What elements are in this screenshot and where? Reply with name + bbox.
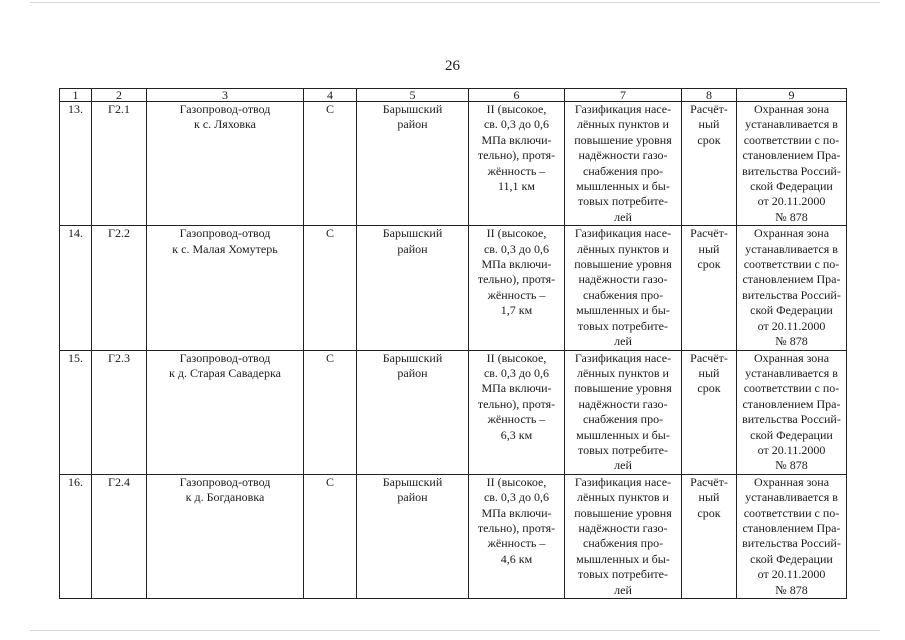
protection-zone-line: устанавливается в: [745, 365, 838, 380]
protection-zone-line: становлением Пра-: [742, 272, 841, 287]
district-line: район: [397, 490, 428, 505]
object-name-line: к д. Старая Савадерка: [169, 365, 281, 380]
protection-zone-line: Охранная зона: [753, 102, 830, 116]
scan-top-edge: [30, 2, 880, 3]
district-cell: [357, 350, 469, 474]
parameters-line: св. 0,3 до 0,6: [483, 241, 550, 256]
parameters-line: 1,7 км: [500, 303, 533, 318]
purpose-line: мышленных и бы-: [576, 179, 670, 194]
term-line: Расчёт-: [690, 474, 728, 489]
purpose-line: лей: [614, 209, 632, 224]
protection-zone-line: Охранная зона: [753, 474, 830, 489]
protection-zone-line: вительства Россий-: [742, 163, 841, 178]
page-number: 26: [445, 58, 460, 74]
object-name-line: Газопровод-отвод: [179, 102, 271, 116]
parameters-line: МПа включи-: [481, 132, 552, 147]
parameters-cell: [469, 474, 565, 598]
purpose-line: лей: [614, 458, 632, 473]
protection-zone-line: становлением Пра-: [742, 148, 841, 163]
table-row: [60, 102, 847, 226]
district-cell: [357, 102, 469, 226]
purpose-line: товых потребите-: [578, 194, 668, 209]
protection-zone-line: № 878: [775, 209, 808, 224]
purpose-line: повышение уровня: [574, 257, 672, 272]
data-table: [59, 88, 847, 599]
parameters-line: жённость –: [487, 287, 546, 302]
parameters-line: МПа включи-: [481, 257, 552, 272]
purpose-line: надёжности газо-: [578, 148, 668, 163]
table-row: [60, 474, 847, 598]
district-line: район: [397, 241, 428, 256]
object-name-cell: [147, 226, 304, 350]
parameters-line: II (высокое,: [486, 474, 547, 489]
term-line: Расчёт-: [690, 226, 728, 241]
purpose-cell: [565, 474, 682, 598]
header-cell: 8: [682, 89, 737, 102]
district-line: район: [397, 117, 428, 132]
header-cell: 7: [565, 89, 682, 102]
purpose-line: надёжности газо-: [578, 272, 668, 287]
parameters-line: тельно), протя-: [477, 520, 556, 535]
parameters-line: МПа включи-: [481, 381, 552, 396]
term-line: Расчёт-: [690, 102, 728, 116]
object-type-cell: С: [304, 102, 357, 226]
header-cell: 5: [357, 89, 469, 102]
table-body: [60, 102, 847, 599]
header-cell: 6: [469, 89, 565, 102]
protection-zone-line: устанавливается в: [745, 490, 838, 505]
term-cell: [682, 474, 737, 598]
parameters-cell: [469, 102, 565, 226]
purpose-line: товых потребите-: [578, 442, 668, 457]
parameters-line: 11,1 км: [498, 179, 535, 194]
object-name-line: к с. Ляховка: [194, 117, 256, 132]
protection-zone-line: от 20.11.2000: [757, 194, 826, 209]
protection-zone-line: № 878: [775, 458, 808, 473]
header-cell: 9: [737, 89, 847, 102]
district-line: Барышский: [382, 102, 443, 116]
protection-zone-cell: [737, 350, 847, 474]
table-row: [60, 350, 847, 474]
object-code-cell: Г2.2: [92, 226, 147, 350]
object-name-line: Газопровод-отвод: [179, 474, 271, 489]
purpose-line: Газификация насе-: [574, 474, 672, 489]
object-code-cell: Г2.4: [92, 474, 147, 598]
object-name-line: к д. Богдановка: [185, 490, 265, 505]
object-type-cell: С: [304, 474, 357, 598]
protection-zone-line: от 20.11.2000: [757, 567, 826, 582]
purpose-line: повышение уровня: [574, 132, 672, 147]
parameters-line: жённость –: [487, 163, 546, 178]
object-name-cell: [147, 350, 304, 474]
object-name-cell: [147, 102, 304, 226]
parameters-line: тельно), протя-: [477, 148, 556, 163]
parameters-line: II (высокое,: [486, 102, 547, 116]
purpose-line: Газификация насе-: [574, 350, 672, 365]
term-line: срок: [697, 257, 721, 272]
term-line: ный: [698, 490, 720, 505]
object-name-line: Газопровод-отвод: [179, 226, 271, 241]
district-line: район: [397, 365, 428, 380]
protection-zone-line: ской Федерации: [750, 179, 833, 194]
parameters-line: жённость –: [487, 412, 546, 427]
row-number-cell: 16.: [60, 474, 92, 598]
parameters-line: 4,6 км: [500, 551, 533, 566]
protection-zone-line: соответствии с по-: [743, 381, 840, 396]
term-line: ный: [698, 241, 720, 256]
object-type-cell: С: [304, 350, 357, 474]
parameters-cell: [469, 226, 565, 350]
protection-zone-line: устанавливается в: [745, 241, 838, 256]
parameters-line: тельно), протя-: [477, 396, 556, 411]
row-number-cell: 14.: [60, 226, 92, 350]
purpose-line: повышение уровня: [574, 381, 672, 396]
protection-zone-line: соответствии с по-: [743, 505, 840, 520]
protection-zone-line: устанавливается в: [745, 117, 838, 132]
protection-zone-line: становлением Пра-: [742, 520, 841, 535]
header-cell: 4: [304, 89, 357, 102]
protection-zone-line: вительства Россий-: [742, 287, 841, 302]
protection-zone-line: соответствии с по-: [743, 257, 840, 272]
purpose-line: Газификация насе-: [574, 102, 672, 116]
district-cell: [357, 226, 469, 350]
purpose-line: лей: [614, 334, 632, 349]
protection-zone-cell: [737, 226, 847, 350]
purpose-line: надёжности газо-: [578, 396, 668, 411]
purpose-line: повышение уровня: [574, 505, 672, 520]
purpose-line: мышленных и бы-: [576, 303, 670, 318]
purpose-line: мышленных и бы-: [576, 427, 670, 442]
parameters-line: св. 0,3 до 0,6: [483, 490, 550, 505]
parameters-line: жённость –: [487, 536, 546, 551]
purpose-line: снабжения про-: [582, 163, 664, 178]
protection-zone-line: ской Федерации: [750, 551, 833, 566]
protection-zone-line: соответствии с по-: [743, 132, 840, 147]
purpose-line: Газификация насе-: [574, 226, 672, 241]
purpose-line: снабжения про-: [582, 287, 664, 302]
term-cell: [682, 350, 737, 474]
term-line: срок: [697, 381, 721, 396]
term-cell: [682, 102, 737, 226]
term-line: Расчёт-: [690, 350, 728, 365]
purpose-line: надёжности газо-: [578, 520, 668, 535]
district-line: Барышский: [382, 226, 443, 241]
object-type-cell: С: [304, 226, 357, 350]
term-line: срок: [697, 132, 721, 147]
protection-zone-line: вительства Россий-: [742, 536, 841, 551]
purpose-line: товых потребите-: [578, 567, 668, 582]
district-cell: [357, 474, 469, 598]
object-name-cell: [147, 474, 304, 598]
protection-zone-line: № 878: [775, 334, 808, 349]
protection-zone-line: вительства Россий-: [742, 412, 841, 427]
parameters-line: II (высокое,: [486, 350, 547, 365]
protection-zone-line: ской Федерации: [750, 303, 833, 318]
protection-zone-line: № 878: [775, 582, 808, 597]
table-row: [60, 226, 847, 350]
parameters-cell: [469, 350, 565, 474]
term-line: срок: [697, 505, 721, 520]
scan-bottom-edge: [30, 630, 880, 631]
term-cell: [682, 226, 737, 350]
purpose-line: товых потребите-: [578, 318, 668, 333]
protection-zone-line: Охранная зона: [753, 350, 830, 365]
district-line: Барышский: [382, 474, 443, 489]
purpose-line: снабжения про-: [582, 536, 664, 551]
purpose-line: снабжения про-: [582, 412, 664, 427]
parameters-line: тельно), протя-: [477, 272, 556, 287]
object-code-cell: Г2.1: [92, 102, 147, 226]
term-line: ный: [698, 117, 720, 132]
header-cell: 3: [147, 89, 304, 102]
purpose-cell: [565, 226, 682, 350]
protection-zone-line: ской Федерации: [750, 427, 833, 442]
parameters-line: 6,3 км: [500, 427, 533, 442]
protection-zone-line: от 20.11.2000: [757, 318, 826, 333]
purpose-line: лённых пунктов и: [577, 241, 669, 256]
purpose-line: лей: [614, 582, 632, 597]
parameters-line: св. 0,3 до 0,6: [483, 117, 550, 132]
purpose-line: лённых пунктов и: [577, 365, 669, 380]
header-cell: 1: [60, 89, 92, 102]
row-number-cell: 15.: [60, 350, 92, 474]
protection-zone-cell: [737, 474, 847, 598]
purpose-cell: [565, 102, 682, 226]
parameters-line: МПа включи-: [481, 505, 552, 520]
protection-zone-line: Охранная зона: [753, 226, 830, 241]
parameters-line: II (высокое,: [486, 226, 547, 241]
term-line: ный: [698, 365, 720, 380]
row-number-cell: 13.: [60, 102, 92, 226]
protection-zone-line: становлением Пра-: [742, 396, 841, 411]
district-line: Барышский: [382, 350, 443, 365]
purpose-line: лённых пунктов и: [577, 117, 669, 132]
object-name-line: к с. Малая Хомутерь: [172, 241, 278, 256]
protection-zone-cell: [737, 102, 847, 226]
parameters-line: св. 0,3 до 0,6: [483, 365, 550, 380]
header-cell: 2: [92, 89, 147, 102]
object-code-cell: Г2.3: [92, 350, 147, 474]
purpose-line: лённых пунктов и: [577, 490, 669, 505]
purpose-line: мышленных и бы-: [576, 551, 670, 566]
object-name-line: Газопровод-отвод: [179, 350, 271, 365]
protection-zone-line: от 20.11.2000: [757, 442, 826, 457]
purpose-cell: [565, 350, 682, 474]
header-row: [60, 89, 847, 102]
